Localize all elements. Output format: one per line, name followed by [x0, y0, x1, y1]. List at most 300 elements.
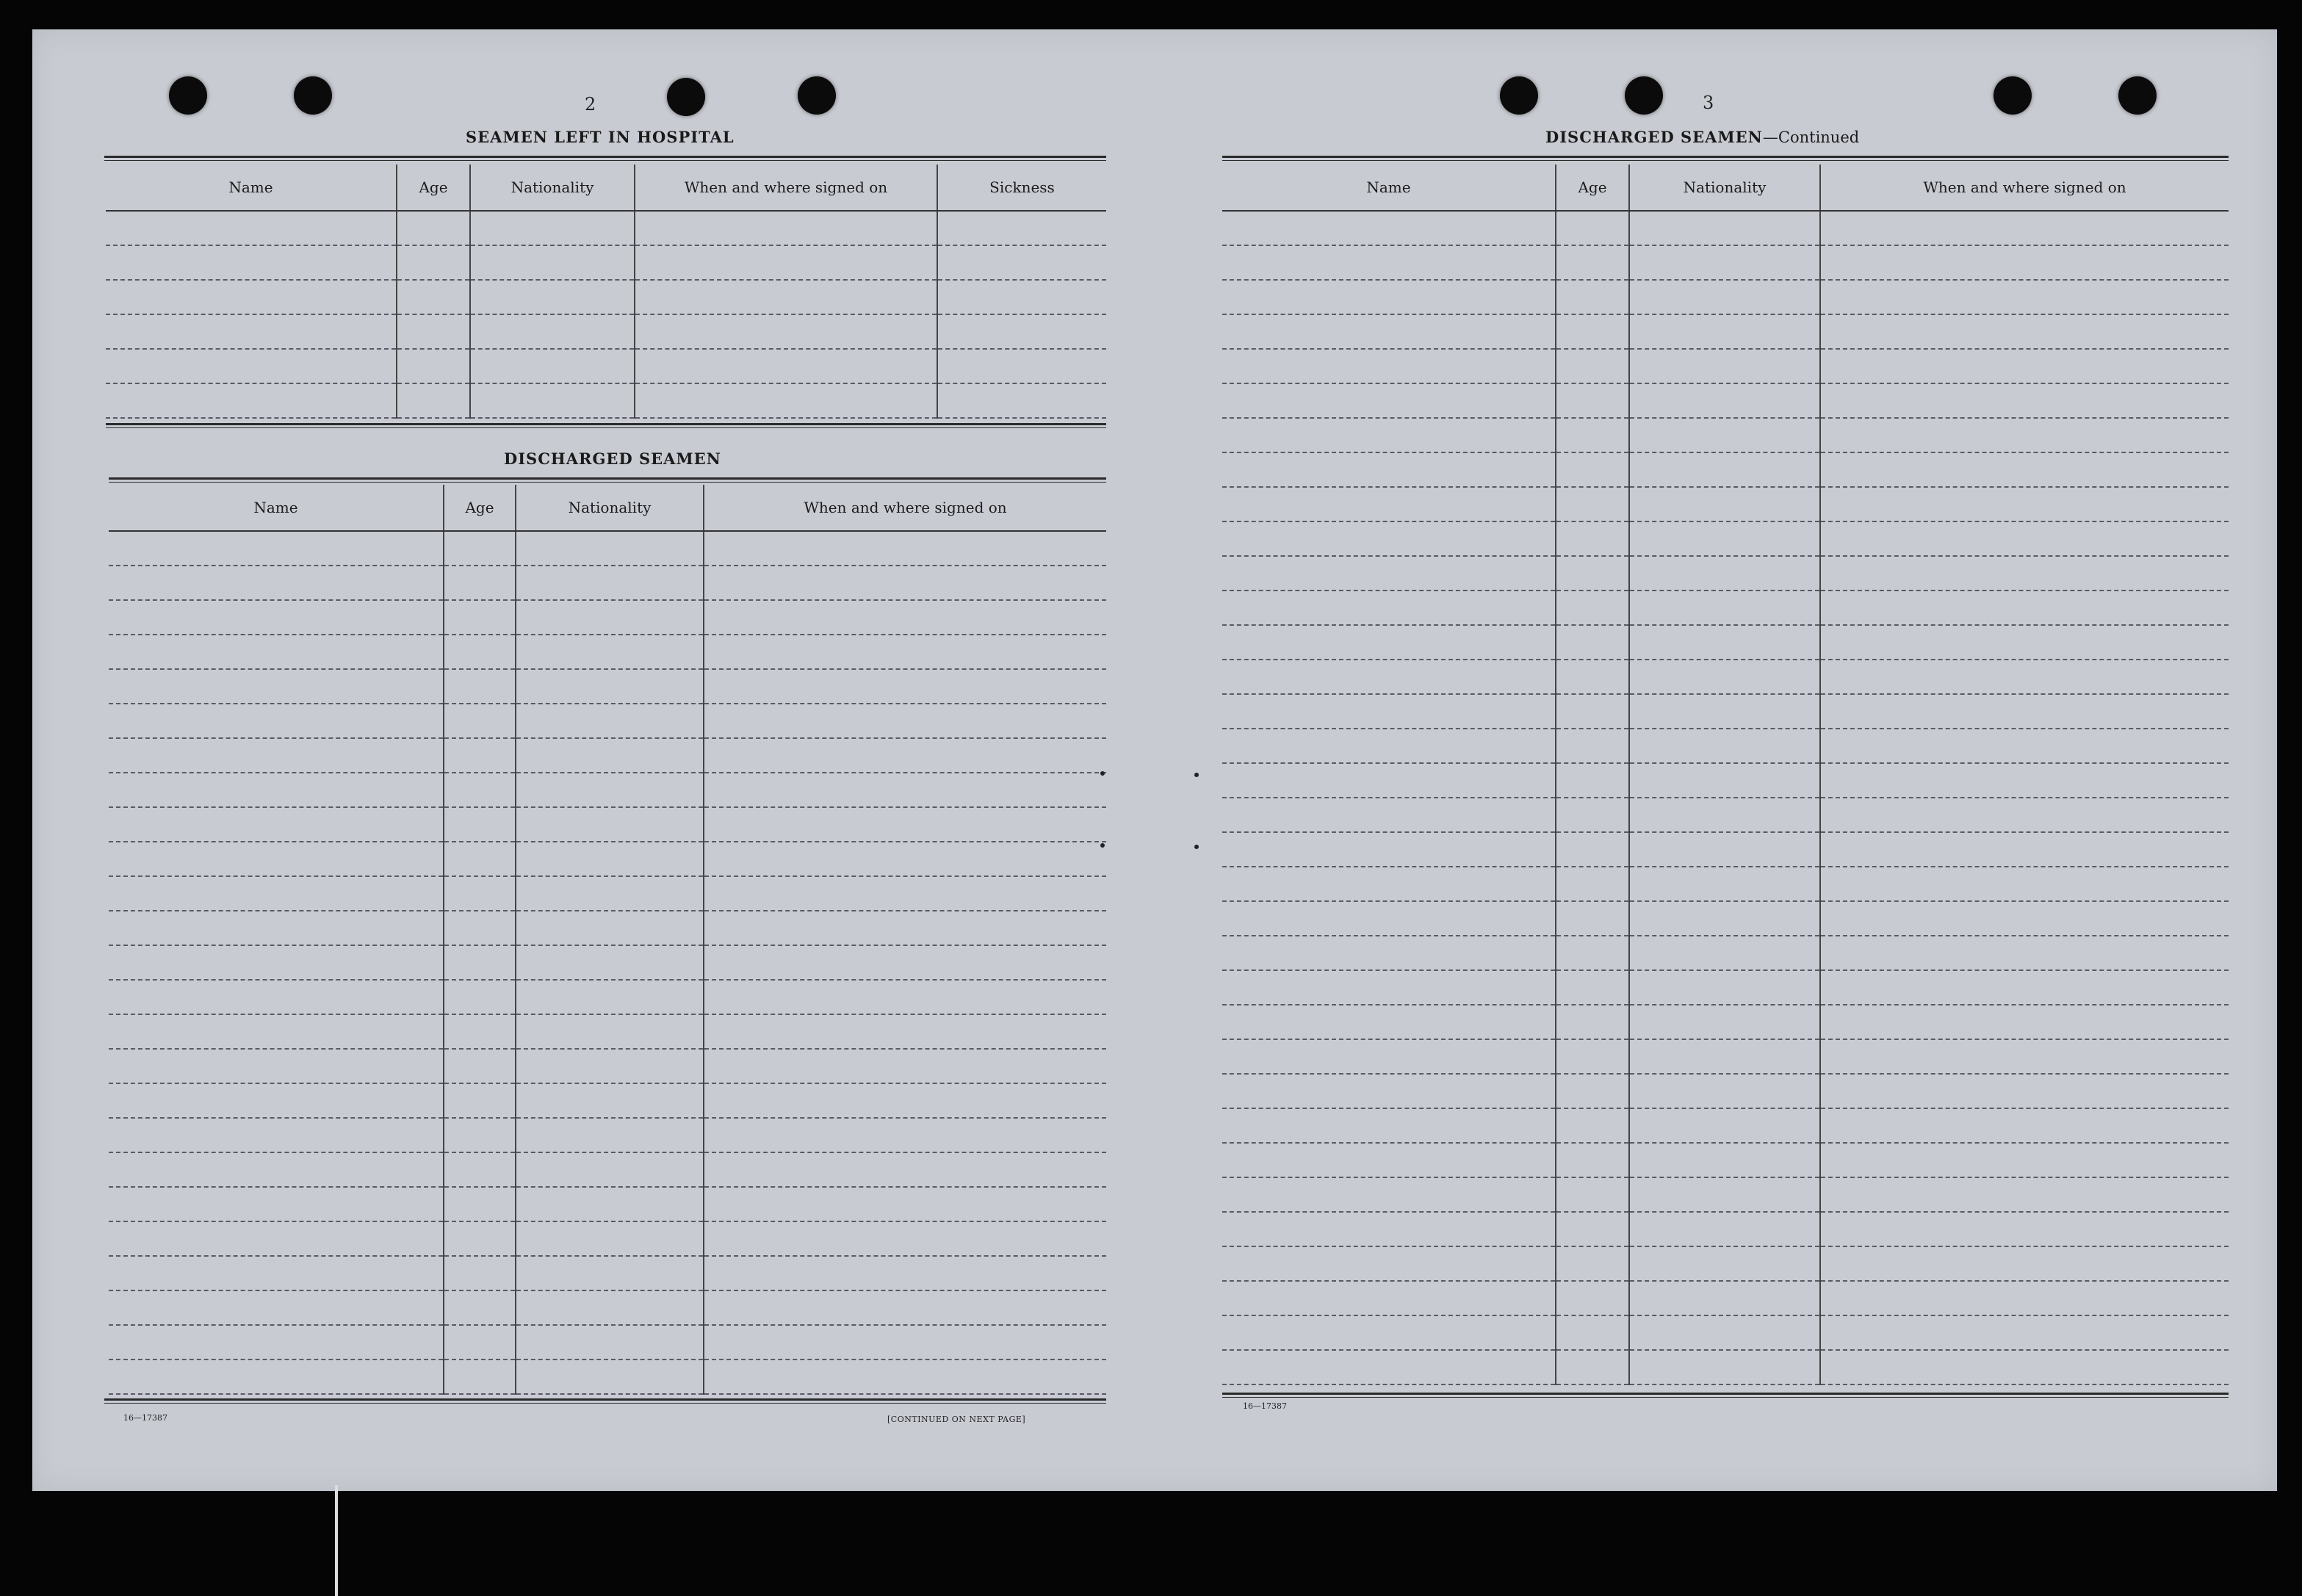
blank-form-cell [1629, 867, 1820, 901]
blank-form-cell [516, 1221, 704, 1256]
blank-form-cell [109, 1014, 444, 1049]
blank-form-cell [444, 1014, 516, 1049]
blank-form-cell [635, 280, 937, 314]
blank-form-row [1222, 901, 2229, 936]
blank-form-row [109, 876, 1106, 911]
blank-form-cell [109, 669, 444, 704]
blank-form-cell [1820, 452, 2229, 487]
section-title-hospital: SEAMEN LEFT IN HOSPITAL [466, 128, 735, 146]
blank-form-row [1222, 314, 2229, 349]
blank-form-cell [1820, 694, 2229, 729]
blank-form-cell [516, 1014, 704, 1049]
section-title-text: DISCHARGED SEAMEN [1545, 128, 1763, 146]
blank-form-cell [1629, 487, 1820, 521]
blank-form-cell [1222, 349, 1556, 383]
blank-form-cell [1820, 314, 2229, 349]
blank-form-cell [397, 245, 470, 280]
blank-form-row [1222, 694, 2229, 729]
blank-form-cell [444, 1256, 516, 1290]
blank-form-cell [516, 669, 704, 704]
blank-form-cell [516, 1152, 704, 1187]
blank-form-cell [1629, 1005, 1820, 1039]
blank-form-cell [704, 1083, 1106, 1118]
blank-form-cell [1820, 1315, 2229, 1350]
blank-form-cell [1629, 521, 1820, 556]
blank-form-row [109, 1360, 1106, 1394]
blank-form-cell [937, 280, 1106, 314]
blank-form-row [1222, 521, 2229, 556]
blank-form-cell [444, 566, 516, 600]
blank-form-cell [635, 211, 937, 245]
blank-form-cell [1222, 1074, 1556, 1108]
blank-form-cell [109, 911, 444, 945]
blank-form-cell [444, 1290, 516, 1325]
blank-form-cell [704, 1014, 1106, 1049]
blank-form-cell [704, 1256, 1106, 1290]
blank-form-cell [516, 704, 704, 738]
blank-form-cell [109, 945, 444, 980]
continued-note: [CONTINUED ON NEXT PAGE] [887, 1415, 1026, 1424]
blank-form-cell [1629, 901, 1820, 936]
blank-form-row [1222, 452, 2229, 487]
blank-form-cell [704, 1360, 1106, 1394]
blank-form-cell [1222, 521, 1556, 556]
blank-form-row [1222, 487, 2229, 521]
blank-form-cell [1820, 521, 2229, 556]
blank-form-row [1222, 867, 2229, 901]
blank-form-row [1222, 660, 2229, 694]
blank-form-cell [1820, 1281, 2229, 1315]
blank-form-cell [1556, 280, 1629, 314]
blank-form-cell [1556, 1143, 1629, 1177]
blank-form-row [109, 738, 1106, 773]
punch-hole [169, 76, 207, 115]
blank-form-row [1222, 1246, 2229, 1281]
blank-form-row [106, 245, 1106, 280]
blank-form-cell [1222, 556, 1556, 591]
column-header-name: Name [106, 165, 397, 211]
blank-form-row [1222, 245, 2229, 280]
blank-form-row [109, 945, 1106, 980]
blank-form-cell [1222, 1212, 1556, 1246]
blank-form-cell [1629, 763, 1820, 798]
blank-form-row [109, 704, 1106, 738]
blank-form-row [109, 807, 1106, 842]
blank-form-cell [444, 773, 516, 807]
blank-form-cell [1556, 1281, 1629, 1315]
blank-form-cell [1556, 970, 1629, 1005]
blank-form-cell [470, 349, 635, 383]
section-rule [104, 156, 1106, 158]
punch-hole [2118, 76, 2157, 115]
blank-form-cell [1222, 383, 1556, 418]
blank-form-cell [1556, 1074, 1629, 1108]
blank-form-cell [937, 349, 1106, 383]
section-rule [104, 1398, 1106, 1401]
blank-form-row [1222, 1315, 2229, 1350]
blank-form-row [1222, 1005, 2229, 1039]
blank-form-cell [1222, 1108, 1556, 1143]
blank-form-cell [444, 738, 516, 773]
blank-form-row [109, 1083, 1106, 1118]
blank-form-cell [1820, 901, 2229, 936]
blank-form-cell [1629, 591, 1820, 625]
section-title-discharged: DISCHARGED SEAMEN [504, 449, 721, 468]
blank-form-row [109, 1118, 1106, 1152]
blank-form-cell [516, 945, 704, 980]
blank-form-cell [704, 842, 1106, 876]
blank-form-row [109, 635, 1106, 669]
form-number: 16—17387 [123, 1413, 167, 1423]
blank-form-cell [1556, 763, 1629, 798]
blank-form-cell [444, 945, 516, 980]
column-header-name: Name [1222, 165, 1556, 211]
blank-form-cell [516, 1049, 704, 1083]
blank-form-cell [1629, 1281, 1820, 1315]
blank-form-cell [1556, 1177, 1629, 1212]
blank-form-cell [106, 314, 397, 349]
blank-form-row [109, 531, 1106, 566]
blank-form-cell [1556, 1005, 1629, 1039]
blank-form-cell [1820, 556, 2229, 591]
blank-form-cell [444, 1152, 516, 1187]
blank-form-cell [1222, 1177, 1556, 1212]
blank-form-cell [109, 738, 444, 773]
blank-form-cell [1820, 1074, 2229, 1108]
blank-form-cell [704, 1118, 1106, 1152]
punch-hole [1500, 76, 1538, 115]
blank-form-cell [1820, 798, 2229, 832]
blank-form-cell [1629, 1074, 1820, 1108]
blank-form-cell [1556, 1246, 1629, 1281]
blank-form-row [109, 842, 1106, 876]
blank-form-cell [1820, 1143, 2229, 1177]
blank-form-cell [1222, 867, 1556, 901]
blank-form-cell [1222, 798, 1556, 832]
blank-form-cell [1820, 245, 2229, 280]
blank-form-cell [1629, 1108, 1820, 1143]
column-header-nationality: Nationality [470, 165, 635, 211]
blank-form-cell [444, 704, 516, 738]
blank-form-row [1222, 1350, 2229, 1384]
blank-form-cell [1556, 452, 1629, 487]
blank-form-cell [1222, 1143, 1556, 1177]
discharged-table [109, 485, 1106, 1395]
blank-form-cell [1629, 556, 1820, 591]
blank-form-row [1222, 798, 2229, 832]
blank-form-cell [1222, 901, 1556, 936]
blank-form-cell [516, 635, 704, 669]
blank-form-cell [1222, 694, 1556, 729]
blank-form-cell [1222, 1315, 1556, 1350]
blank-form-cell [704, 1325, 1106, 1360]
blank-form-cell [1222, 280, 1556, 314]
blank-form-cell [516, 1256, 704, 1290]
blank-form-cell [444, 807, 516, 842]
blank-form-cell [444, 669, 516, 704]
blank-form-cell [704, 1152, 1106, 1187]
blank-form-cell [1222, 1246, 1556, 1281]
blank-form-cell [704, 945, 1106, 980]
blank-form-cell [397, 211, 470, 245]
column-header-age: Age [397, 165, 470, 211]
hospital-table [106, 165, 1106, 419]
blank-form-cell [1629, 1143, 1820, 1177]
form-number: 16—17387 [1243, 1401, 1287, 1411]
blank-form-cell [1820, 936, 2229, 970]
blank-form-cell [1556, 901, 1629, 936]
blank-form-cell [1222, 591, 1556, 625]
blank-form-cell [444, 1187, 516, 1221]
table-header-row [109, 485, 1106, 531]
blank-form-cell [1629, 936, 1820, 970]
blank-form-cell [1556, 349, 1629, 383]
blank-form-cell [1556, 625, 1629, 660]
blank-form-row [106, 280, 1106, 314]
blank-form-cell [1222, 1281, 1556, 1315]
blank-form-cell [704, 1049, 1106, 1083]
blank-form-cell [704, 531, 1106, 566]
blank-form-cell [1222, 936, 1556, 970]
blank-form-cell [704, 980, 1106, 1014]
blank-form-cell [1556, 1039, 1629, 1074]
blank-form-cell [937, 383, 1106, 418]
blank-form-cell [516, 566, 704, 600]
blank-form-cell [1222, 729, 1556, 763]
section-rule [1222, 1393, 2229, 1395]
blank-form-cell [704, 1221, 1106, 1256]
blank-form-cell [1556, 936, 1629, 970]
blank-form-cell [1556, 1212, 1629, 1246]
blank-form-cell [516, 531, 704, 566]
blank-form-cell [444, 842, 516, 876]
blank-form-cell [109, 980, 444, 1014]
blank-form-cell [1820, 487, 2229, 521]
blank-form-cell [1222, 970, 1556, 1005]
blank-form-cell [1629, 349, 1820, 383]
blank-form-cell [1222, 1005, 1556, 1039]
blank-form-row [109, 980, 1106, 1014]
blank-form-cell [1820, 729, 2229, 763]
blank-form-cell [1820, 1246, 2229, 1281]
blank-form-cell [106, 245, 397, 280]
blank-form-cell [1820, 418, 2229, 452]
blank-form-cell [1820, 625, 2229, 660]
blank-form-row [1222, 1143, 2229, 1177]
blank-form-cell [109, 807, 444, 842]
blank-form-row [1222, 591, 2229, 625]
blank-form-cell [1629, 1212, 1820, 1246]
blank-form-cell [1820, 867, 2229, 901]
blank-form-cell [106, 280, 397, 314]
blank-form-cell [1629, 1246, 1820, 1281]
blank-form-cell [1629, 1315, 1820, 1350]
blank-form-row [1222, 1108, 2229, 1143]
column-header-nationality: Nationality [1629, 165, 1820, 211]
blank-form-cell [1629, 625, 1820, 660]
blank-form-cell [1820, 1005, 2229, 1039]
blank-form-cell [1556, 418, 1629, 452]
blank-form-cell [1556, 660, 1629, 694]
blank-form-cell [1629, 660, 1820, 694]
blank-form-cell [1820, 280, 2229, 314]
blank-form-cell [1556, 211, 1629, 245]
column-header-name: Name [109, 485, 444, 531]
blank-form-cell [444, 531, 516, 566]
blank-form-cell [1222, 245, 1556, 280]
blank-form-cell [1820, 1212, 2229, 1246]
blank-form-cell [1556, 487, 1629, 521]
section-title-discharged-continued [1545, 128, 1859, 146]
blank-form-cell [1629, 1039, 1820, 1074]
blank-form-cell [109, 566, 444, 600]
blank-form-row [1222, 383, 2229, 418]
blank-form-cell [1820, 211, 2229, 245]
blank-form-cell [109, 600, 444, 635]
blank-form-cell [1629, 452, 1820, 487]
column-header-signed-on: When and where signed on [635, 165, 937, 211]
column-header-sickness: Sickness [937, 165, 1106, 211]
blank-form-cell [516, 876, 704, 911]
blank-form-cell [516, 738, 704, 773]
page-number: 2 [585, 94, 596, 115]
blank-form-cell [109, 1221, 444, 1256]
blank-form-cell [635, 349, 937, 383]
blank-form-row [1222, 729, 2229, 763]
blank-form-cell [1820, 763, 2229, 798]
blank-form-cell [1556, 729, 1629, 763]
blank-form-row [109, 1049, 1106, 1083]
blank-form-row [1222, 936, 2229, 970]
blank-form-cell [444, 911, 516, 945]
blank-form-cell [516, 1118, 704, 1152]
blank-form-row [109, 773, 1106, 807]
section-rule [109, 477, 1106, 480]
blank-form-cell [1222, 1350, 1556, 1384]
blank-form-cell [444, 876, 516, 911]
blank-form-cell [704, 1187, 1106, 1221]
blank-form-cell [516, 1325, 704, 1360]
blank-form-row [109, 1152, 1106, 1187]
blank-form-cell [937, 245, 1106, 280]
blank-form-cell [704, 876, 1106, 911]
blank-form-cell [444, 1325, 516, 1360]
blank-form-row [109, 911, 1106, 945]
blank-form-cell [1820, 660, 2229, 694]
blank-form-cell [1222, 660, 1556, 694]
blank-form-row [106, 349, 1106, 383]
blank-form-row [1222, 625, 2229, 660]
blank-form-cell [1629, 245, 1820, 280]
blank-form-cell [444, 1083, 516, 1118]
section-title-suffix: —Continued [1762, 129, 1860, 146]
blank-form-cell [109, 1049, 444, 1083]
page-number: 3 [1703, 93, 1714, 113]
blank-form-cell [1222, 1039, 1556, 1074]
blank-form-cell [444, 980, 516, 1014]
blank-form-cell [1222, 832, 1556, 867]
scan-speck [1100, 771, 1105, 776]
blank-form-cell [444, 635, 516, 669]
blank-form-row [109, 669, 1106, 704]
blank-form-cell [1556, 591, 1629, 625]
blank-form-row [109, 1014, 1106, 1049]
blank-form-cell [109, 1290, 444, 1325]
blank-form-cell [1222, 452, 1556, 487]
table-header-row [1222, 165, 2229, 211]
blank-form-row [1222, 1177, 2229, 1212]
blank-form-row [106, 383, 1106, 418]
blank-form-cell [109, 1256, 444, 1290]
blank-form-row [1222, 832, 2229, 867]
blank-form-row [109, 1187, 1106, 1221]
blank-form-cell [1556, 556, 1629, 591]
blank-form-cell [516, 807, 704, 842]
blank-form-cell [1629, 694, 1820, 729]
scan-speck [1100, 843, 1105, 848]
blank-form-cell [1556, 694, 1629, 729]
blank-form-cell [1629, 383, 1820, 418]
blank-form-cell [1629, 970, 1820, 1005]
blank-form-cell [635, 383, 937, 418]
blank-form-cell [1556, 245, 1629, 280]
blank-form-cell [106, 383, 397, 418]
table-header-row [106, 165, 1106, 211]
blank-form-cell [444, 1221, 516, 1256]
blank-form-cell [516, 842, 704, 876]
blank-form-cell [1222, 625, 1556, 660]
blank-form-cell [109, 876, 444, 911]
blank-form-cell [516, 1290, 704, 1325]
blank-form-cell [109, 704, 444, 738]
blank-form-cell [516, 1187, 704, 1221]
document-sheet [32, 29, 2277, 1491]
blank-form-cell [1556, 521, 1629, 556]
blank-form-cell [1820, 383, 2229, 418]
column-header-age: Age [444, 485, 516, 531]
blank-form-cell [106, 211, 397, 245]
blank-form-cell [397, 349, 470, 383]
section-rule [1222, 156, 2229, 158]
punch-hole [798, 76, 836, 115]
section-rule [106, 423, 1106, 425]
blank-form-cell [704, 600, 1106, 635]
blank-form-cell [516, 911, 704, 945]
column-header-nationality: Nationality [516, 485, 704, 531]
blank-form-cell [1222, 314, 1556, 349]
blank-form-row [1222, 211, 2229, 245]
column-header-age: Age [1556, 165, 1629, 211]
blank-form-row [109, 566, 1106, 600]
blank-form-cell [470, 245, 635, 280]
blank-form-cell [516, 600, 704, 635]
blank-form-cell [470, 314, 635, 349]
blank-form-row [1222, 763, 2229, 798]
blank-form-cell [470, 280, 635, 314]
punch-hole [294, 76, 332, 115]
blank-form-cell [109, 1152, 444, 1187]
blank-form-cell [109, 1360, 444, 1394]
blank-form-cell [109, 531, 444, 566]
blank-form-row [109, 1221, 1106, 1256]
blank-form-cell [1629, 280, 1820, 314]
blank-form-row [109, 1325, 1106, 1360]
blank-form-row [1222, 1212, 2229, 1246]
scan-speck [1194, 845, 1199, 849]
blank-form-row [106, 211, 1106, 245]
blank-form-cell [1556, 867, 1629, 901]
blank-form-row [109, 600, 1106, 635]
